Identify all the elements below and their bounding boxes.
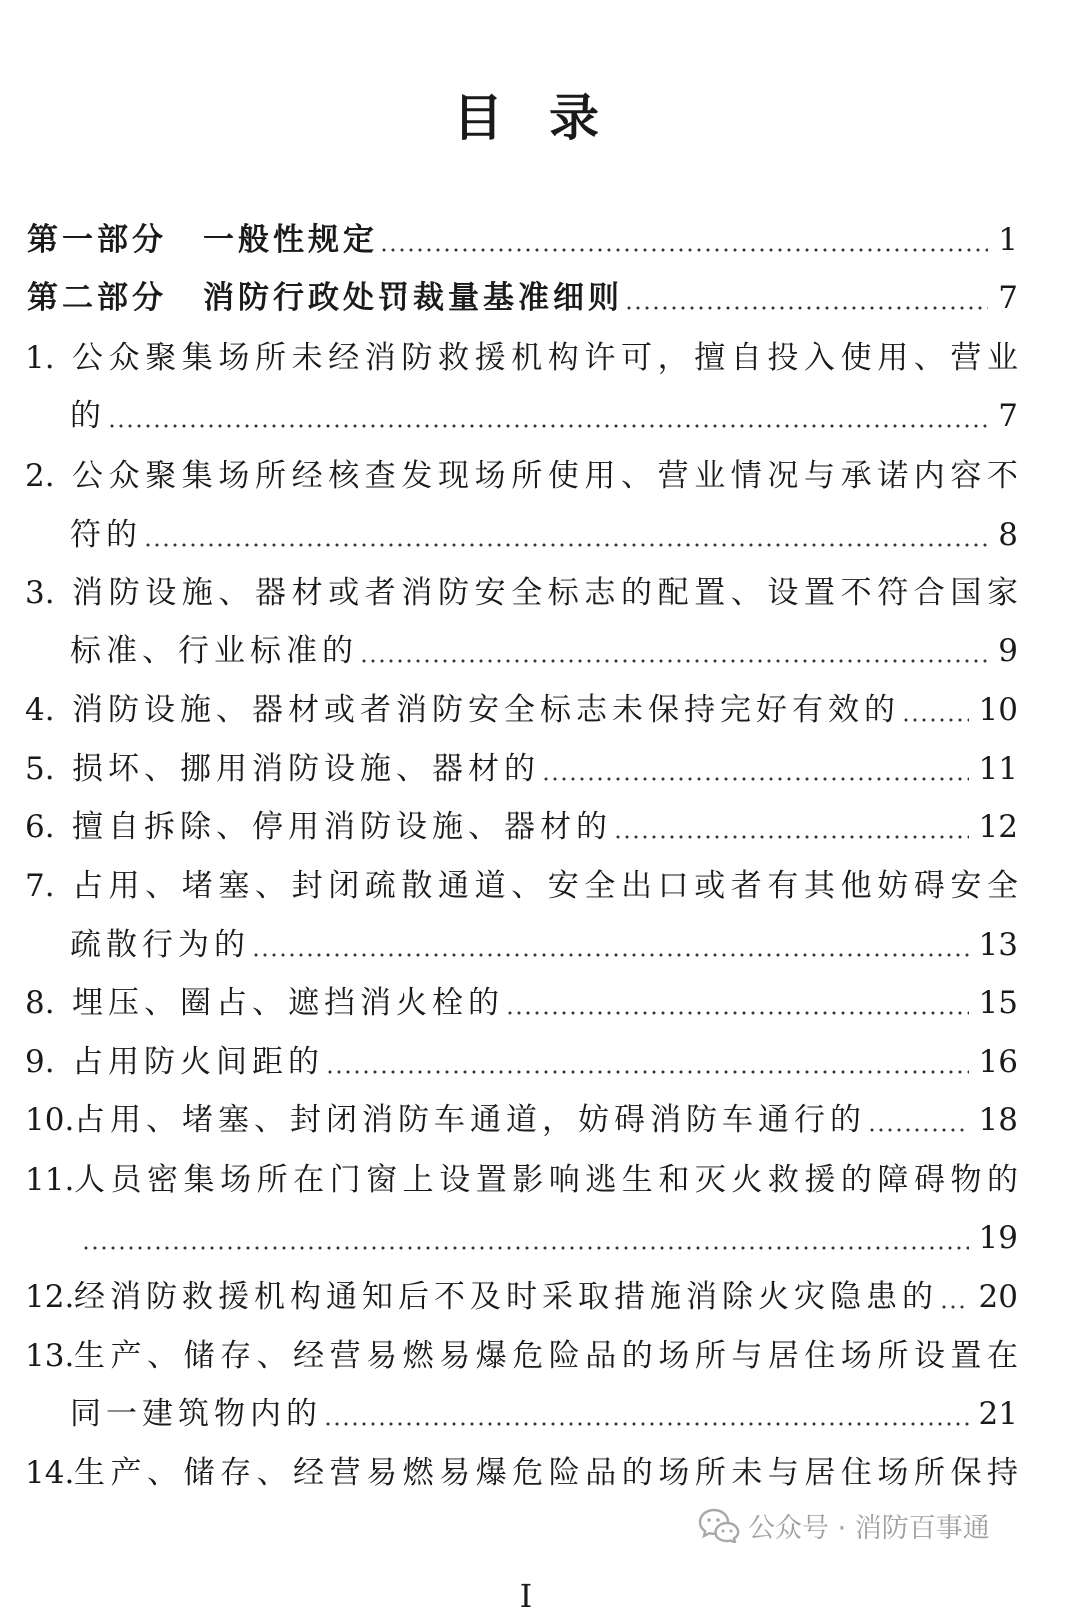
toc-item-label: 生产、储存、经营易燃易爆危险品的场所与居住场所设置在 xyxy=(74,1338,1018,1374)
bubble-small xyxy=(716,1523,739,1543)
toc-item-label: 的 xyxy=(70,398,106,434)
toc-item-7-continued xyxy=(25,916,1018,974)
toc-item-11-continued xyxy=(25,1209,1018,1267)
toc-leader-dots xyxy=(508,1011,969,1015)
toc-page-number: 12 xyxy=(978,809,1018,845)
toc-leader-dots xyxy=(942,1305,969,1309)
toc-item-number: 4. xyxy=(25,692,55,728)
toc-item-number: 11. xyxy=(25,1162,75,1198)
toc-item-1 xyxy=(25,329,1018,387)
bubble-eye xyxy=(730,1530,733,1533)
toc-item-label: 占用、堵塞、封闭消防车通道，妨碍消防车通行的 xyxy=(74,1102,866,1138)
toc-item-12 xyxy=(25,1268,1018,1326)
toc-page-number: 11 xyxy=(978,751,1018,787)
toc-leader-dots xyxy=(904,718,969,722)
toc-item-number: 2. xyxy=(25,458,55,494)
toc-item-label: 符的 xyxy=(70,517,142,553)
toc-page-number: 20 xyxy=(978,1279,1018,1315)
toc-page-number: 10 xyxy=(978,692,1018,728)
toc-part-prefix: 第二部分 xyxy=(27,280,167,316)
toc-leader-dots xyxy=(254,953,969,957)
page-title-char-2: 录 xyxy=(549,89,599,147)
toc-item-2-continued xyxy=(25,506,1018,564)
toc-leader-dots xyxy=(362,659,988,663)
toc-item-label: 疏散行为的 xyxy=(70,927,250,963)
toc-item-label: 擅自拆除、停用消防设施、器材的 xyxy=(72,809,612,845)
toc-item-number: 14. xyxy=(25,1455,75,1491)
toc-item-label: 公众聚集场所未经消防救援机构许可，擅自投入使用、营业 xyxy=(72,340,1018,376)
toc-item-8 xyxy=(25,974,1018,1032)
toc-leader-dots xyxy=(544,777,969,781)
toc-item-label: 经消防救援机构通知后不及时采取措施消除火灾隐患的 xyxy=(74,1279,938,1315)
toc-item-14 xyxy=(25,1444,1018,1502)
toc-item-number: 8. xyxy=(25,985,55,1021)
toc-leader-dots xyxy=(328,1070,969,1074)
toc-part-title: 消防行政处罚裁量基准细则 xyxy=(203,280,623,316)
wechat-watermark xyxy=(698,1503,990,1547)
toc-item-3-continued xyxy=(25,622,1018,680)
toc-item-label: 同一建筑物内的 xyxy=(70,1396,322,1432)
footer-page-number: I xyxy=(519,1577,533,1615)
bubble-eye xyxy=(716,1518,720,1522)
toc-item-2 xyxy=(25,447,1018,505)
toc-leader-dots xyxy=(84,1246,969,1250)
toc-item-5 xyxy=(25,740,1018,798)
bubble-eye xyxy=(722,1530,725,1533)
toc-page-number: 7 xyxy=(998,398,1018,434)
toc-item-number: 5. xyxy=(25,751,55,787)
toc-item-number: 9. xyxy=(25,1044,55,1080)
toc-page-number: 21 xyxy=(978,1396,1018,1432)
watermark-text: 公众号 · 消防百事通 xyxy=(748,1512,990,1544)
page-title xyxy=(0,86,1052,150)
toc-part-prefix: 第一部分 xyxy=(27,222,167,258)
toc-item-number: 10. xyxy=(25,1102,75,1138)
toc-item-11 xyxy=(25,1151,1018,1209)
toc-page-number: 16 xyxy=(978,1044,1018,1080)
toc-item-4 xyxy=(25,681,1018,739)
toc-leader-dots xyxy=(870,1128,969,1132)
toc-item-number: 6. xyxy=(25,809,55,845)
toc-item-number: 3. xyxy=(25,575,55,611)
toc-item-7 xyxy=(25,857,1018,915)
toc-item-label: 占用、堵塞、封闭疏散通道、安全出口或者有其他妨碍安全 xyxy=(72,868,1018,904)
toc-item-10 xyxy=(25,1091,1018,1149)
toc-part-2 xyxy=(27,269,1018,327)
toc-leader-dots xyxy=(616,835,969,839)
toc-page-number: 13 xyxy=(978,927,1018,963)
toc-page-number: 18 xyxy=(978,1102,1018,1138)
toc-item-label: 消防设施、器材或者消防安全标志的配置、设置不符合国家 xyxy=(72,575,1018,611)
toc-part-1 xyxy=(27,211,1018,269)
wechat-bubble-icon xyxy=(698,1507,740,1543)
toc-item-label: 损坏、挪用消防设施、器材的 xyxy=(72,751,540,787)
toc-page-number: 8 xyxy=(998,517,1018,553)
toc-item-number: 7. xyxy=(25,868,55,904)
toc-page-number: 15 xyxy=(978,985,1018,1021)
toc-item-label: 公众聚集场所经核查发现场所使用、营业情况与承诺内容不 xyxy=(72,458,1018,494)
toc-item-number: 1. xyxy=(25,340,55,376)
toc-item-number: 12. xyxy=(25,1279,75,1315)
toc-item-1-continued xyxy=(25,387,1018,445)
toc-item-label: 埋压、圈占、遮挡消火栓的 xyxy=(72,985,504,1021)
toc-item-label: 消防设施、器材或者消防安全标志未保持完好有效的 xyxy=(72,692,900,728)
page-title-char-1: 目 xyxy=(453,89,503,147)
toc-leader-dots xyxy=(146,543,988,547)
toc-leader-dots xyxy=(326,1422,969,1426)
toc-item-3 xyxy=(25,564,1018,622)
bubble-eye xyxy=(707,1518,711,1522)
toc-item-13 xyxy=(25,1327,1018,1385)
toc-leader-dots xyxy=(110,424,988,428)
toc-item-9 xyxy=(25,1033,1018,1091)
toc-item-label: 标准、行业标准的 xyxy=(70,633,358,669)
toc-page-number: 9 xyxy=(998,633,1018,669)
toc-page-number: 7 xyxy=(998,280,1018,316)
toc-item-number: 13. xyxy=(25,1338,75,1374)
toc-item-13-continued xyxy=(25,1385,1018,1443)
toc-leader-dots xyxy=(627,306,988,310)
toc-part-title: 一般性规定 xyxy=(203,222,378,258)
toc-item-label: 人员密集场所在门窗上设置影响逃生和灭火救援的障碍物的 xyxy=(74,1162,1018,1198)
toc-leader-dots xyxy=(382,248,988,252)
toc-item-label: 占用防火间距的 xyxy=(72,1044,324,1080)
toc-item-6 xyxy=(25,798,1018,856)
toc-item-label: 生产、储存、经营易燃易爆危险品的场所未与居住场所保持 xyxy=(74,1455,1018,1491)
toc-page-number: 1 xyxy=(998,222,1018,258)
toc-page-number: 19 xyxy=(978,1220,1018,1256)
